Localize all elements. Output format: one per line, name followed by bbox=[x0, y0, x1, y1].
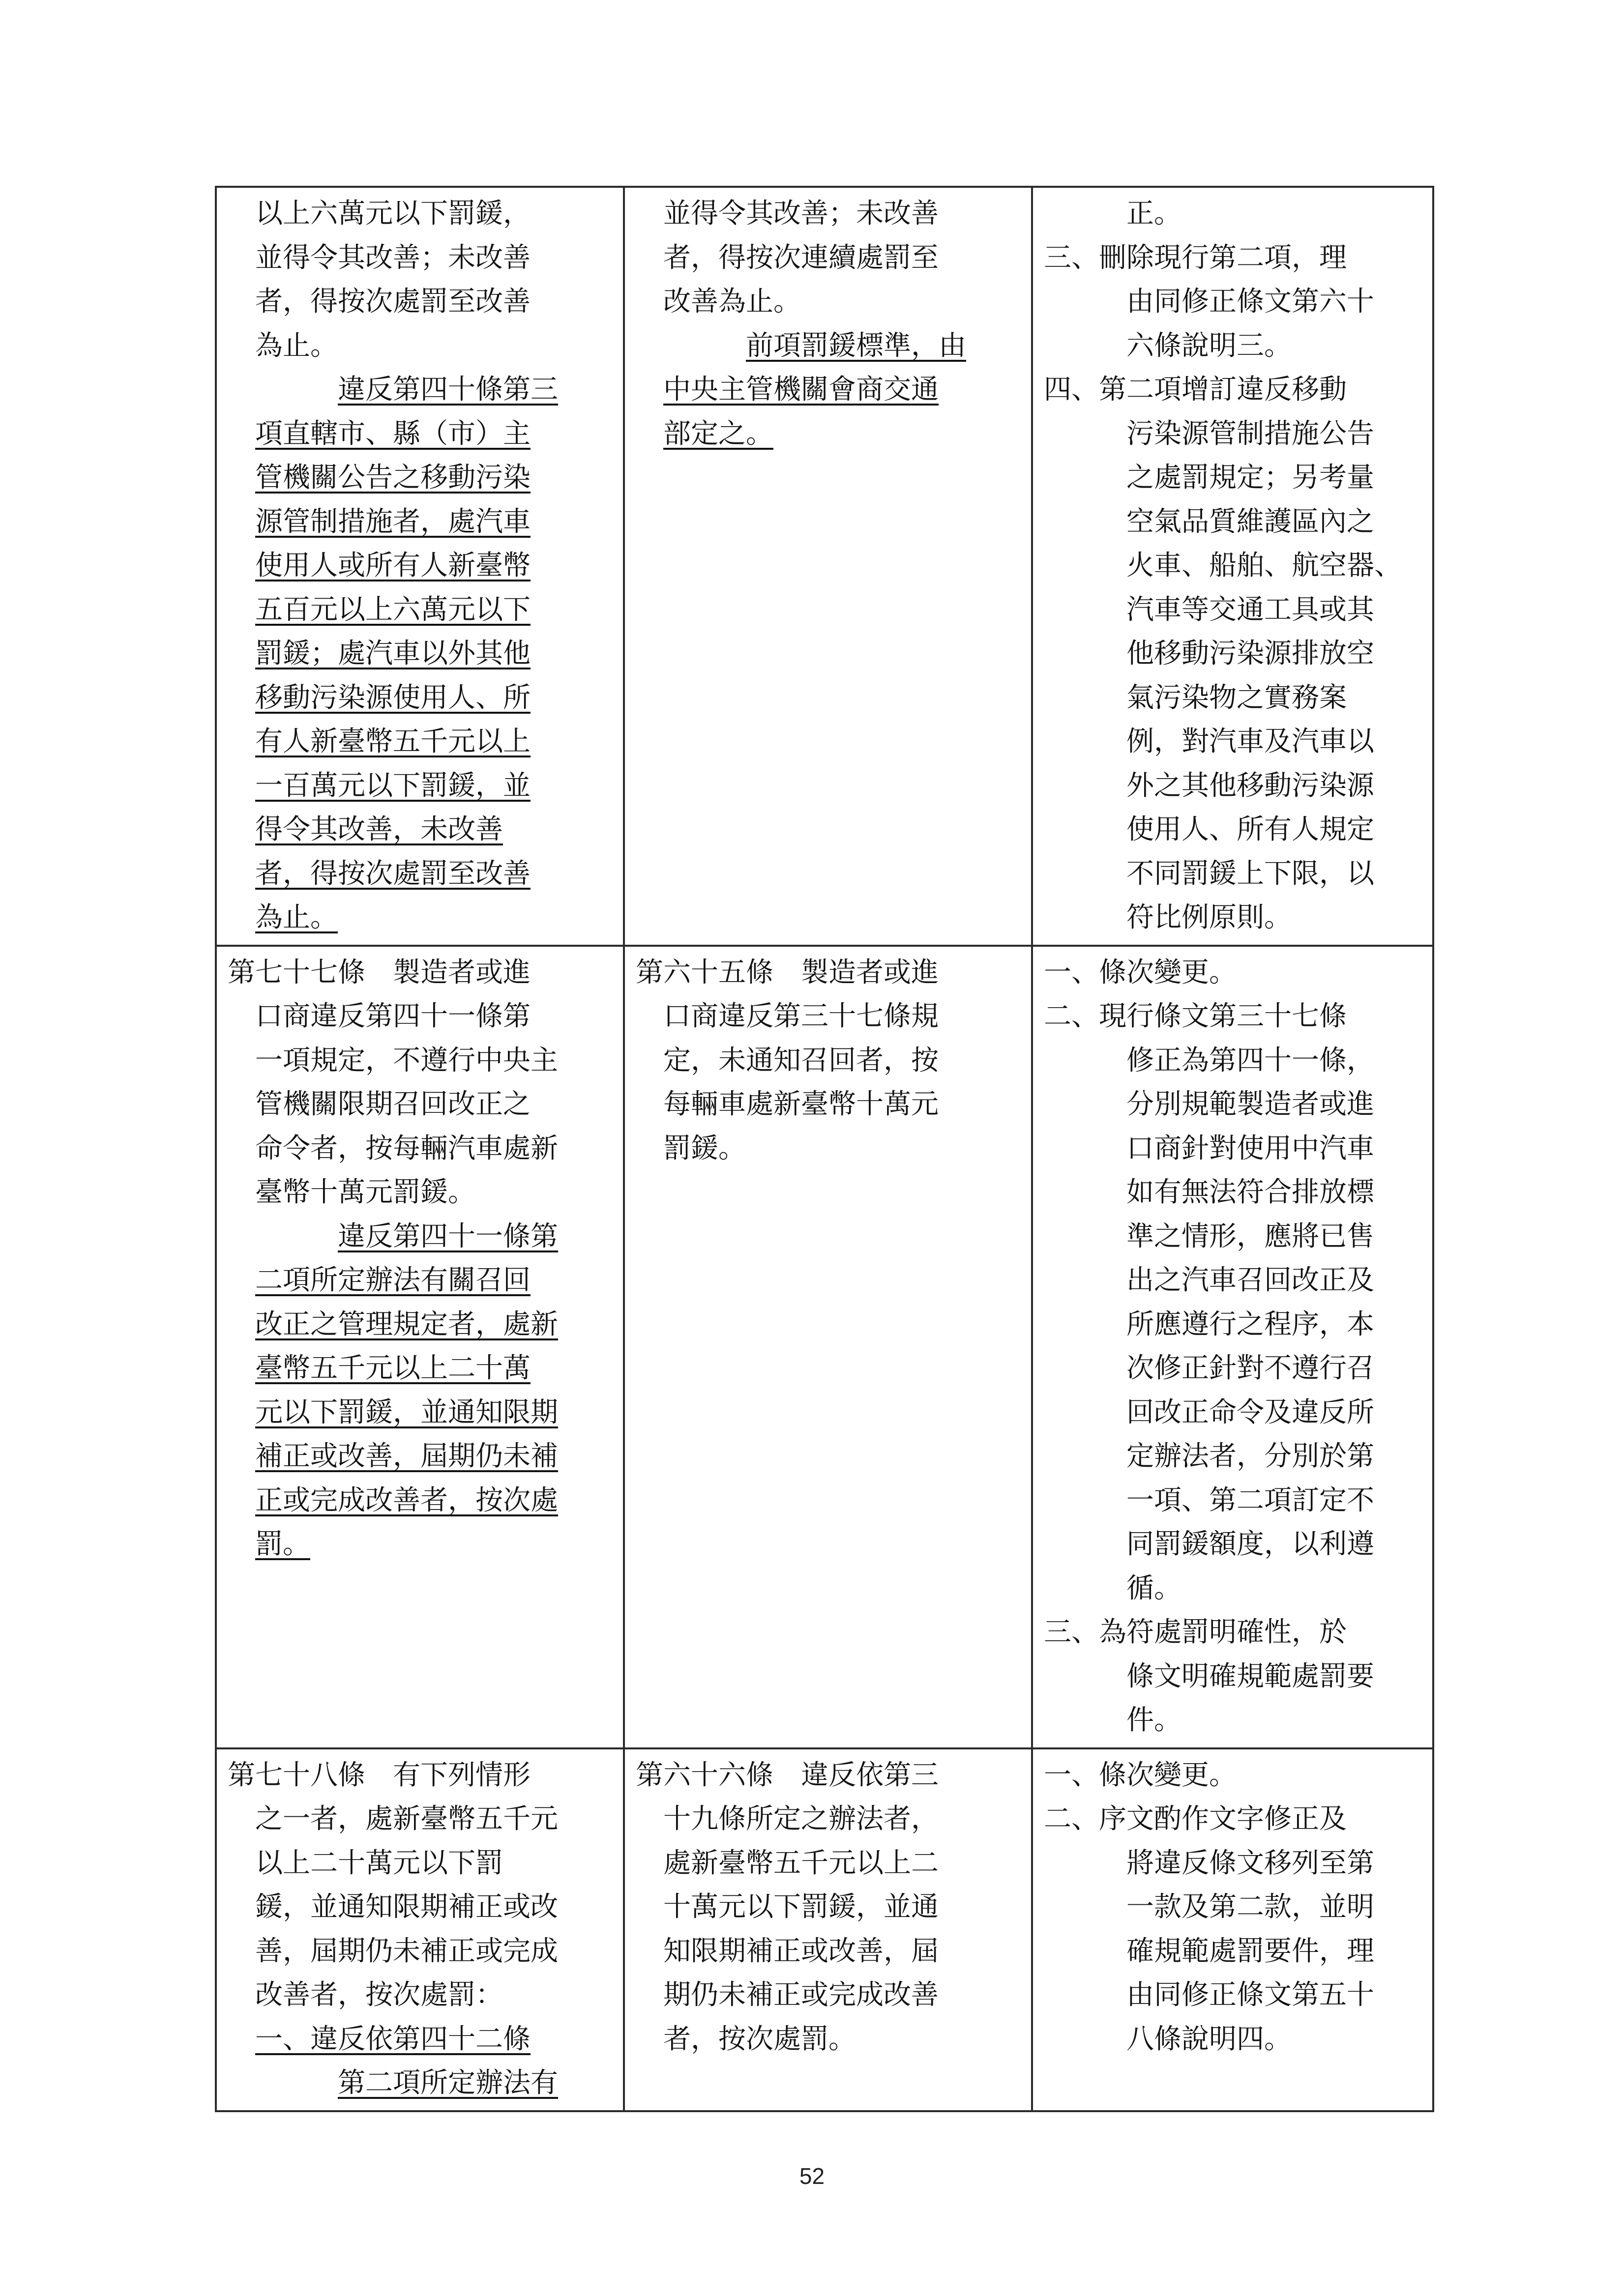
underlined-amendment-text: 管機關公告之移動污染 bbox=[255, 462, 531, 494]
text-line: 一項、第二項訂定不 bbox=[1126, 1484, 1374, 1516]
text-line: 氣污染物之實務案 bbox=[1126, 681, 1347, 714]
text-line: 第六十六條 違反依第三 bbox=[636, 1759, 939, 1791]
text-line bbox=[228, 1434, 612, 1479]
underlined-amendment-text: 臺幣五千元以上二十萬 bbox=[255, 1352, 531, 1384]
text-line bbox=[228, 1346, 612, 1391]
underlined-amendment-text: 者，得按次處罰至改善 bbox=[255, 857, 531, 890]
text-line: 確規範處罰要件，理 bbox=[1126, 1935, 1374, 1967]
underlined-amendment-text: 使用人或所有人新臺幣 bbox=[255, 550, 531, 581]
amended-text-cell bbox=[216, 187, 624, 946]
text-line bbox=[228, 456, 612, 500]
text-line: 二、序文酌作文字修正及 bbox=[1044, 1803, 1347, 1835]
underlined-amendment-text: 罰鍰；處汽車以外其他 bbox=[255, 638, 531, 669]
text-line: 準之情形，應將已售 bbox=[1126, 1220, 1374, 1252]
text-line: 罰鍰。 bbox=[663, 1132, 746, 1164]
text-line: 並得令其改善；未改善 bbox=[663, 198, 939, 230]
text-line bbox=[228, 1215, 612, 1259]
text-line: 他移動污染源排放空 bbox=[1126, 638, 1374, 669]
text-line: 定辦法者，分別於第 bbox=[1126, 1440, 1374, 1472]
text-line: 件。 bbox=[1126, 1704, 1181, 1736]
text-line: 循。 bbox=[1126, 1572, 1181, 1604]
underlined-amendment-text: 項直轄市、縣（市）主 bbox=[255, 417, 531, 450]
text-line: 出之汽車召回改正及 bbox=[1126, 1264, 1374, 1296]
text-line: 定，未通知召回者，按 bbox=[663, 1044, 939, 1076]
text-line bbox=[228, 632, 612, 676]
underlined-amendment-text: 違反第四十條第三 bbox=[338, 374, 558, 406]
text-line: 次修正針對不遵行召 bbox=[1126, 1352, 1374, 1384]
text-line: 不同罰鍰上下限，以 bbox=[1126, 857, 1374, 890]
text-line: 鍰，並通知限期補正或改 bbox=[255, 1891, 558, 1923]
underlined-amendment-text: 前項罰鍰標準，由 bbox=[746, 329, 966, 362]
text-line bbox=[228, 1258, 612, 1303]
row-article-78 bbox=[216, 1748, 1433, 2111]
text-line: 以上二十萬元以下罰 bbox=[255, 1847, 503, 1879]
comparison-table bbox=[215, 186, 1434, 2112]
underlined-amendment-text: 正或完成改善者，按次處 bbox=[255, 1484, 558, 1516]
text-line: 並得令其改善；未改善 bbox=[255, 241, 531, 274]
text-line: 第七十七條 製造者或進 bbox=[228, 956, 531, 988]
text-line: 第六十五條 製造者或進 bbox=[636, 956, 939, 988]
text-line: 命令者，按每輛汽車處新 bbox=[255, 1132, 558, 1164]
text-line bbox=[228, 500, 612, 544]
text-line: 火車、船舶、航空器、 bbox=[1126, 550, 1402, 581]
text-line: 者，得按次連續處罰至 bbox=[663, 241, 939, 274]
text-line: 修正為第四十一條， bbox=[1126, 1044, 1374, 1076]
text-line: 由同修正條文第六十 bbox=[1126, 286, 1374, 318]
text-line: 八條說明四。 bbox=[1126, 2023, 1292, 2055]
text-line: 期仍未補正或完成改善 bbox=[663, 1979, 939, 2011]
explanation-cell bbox=[1032, 1748, 1433, 2111]
text-line bbox=[228, 1303, 612, 1347]
text-line bbox=[636, 368, 1020, 412]
page-number: 52 bbox=[799, 2163, 825, 2189]
text-line: 善，屆期仍未補正或完成 bbox=[255, 1935, 558, 1967]
amended-text-cell bbox=[216, 1748, 624, 2111]
text-line: 二、現行條文第三十七條 bbox=[1044, 1000, 1347, 1032]
text-line: 者，按次處罰。 bbox=[663, 2023, 856, 2055]
row-continuation bbox=[216, 187, 1433, 946]
text-line: 汽車等交通工具或其 bbox=[1126, 593, 1374, 626]
text-line bbox=[228, 808, 612, 852]
text-line: 正。 bbox=[1126, 198, 1181, 230]
text-line: 同罰鍰額度，以利遵 bbox=[1126, 1528, 1374, 1560]
underlined-amendment-text: 部定之。 bbox=[663, 417, 773, 450]
text-line: 由同修正條文第五十 bbox=[1126, 1979, 1374, 2011]
text-line bbox=[228, 720, 612, 764]
text-line: 六條說明三。 bbox=[1126, 329, 1292, 362]
text-line: 使用人、所有人規定 bbox=[1126, 814, 1374, 845]
explanation-cell bbox=[1032, 946, 1433, 1748]
text-line: 一款及第二款，並明 bbox=[1126, 1891, 1374, 1923]
text-line bbox=[228, 676, 612, 720]
text-line bbox=[228, 588, 612, 632]
underlined-amendment-text: 為止。 bbox=[255, 901, 338, 933]
text-line bbox=[636, 412, 1020, 456]
text-line: 口商針對使用中汽車 bbox=[1126, 1132, 1374, 1164]
text-line: 一項規定，不遵行中央主 bbox=[255, 1044, 558, 1076]
text-line bbox=[228, 2017, 612, 2062]
text-line: 臺幣十萬元罰鍰。 bbox=[255, 1176, 475, 1208]
underlined-amendment-text: 二項所定辦法有關召回 bbox=[255, 1264, 531, 1296]
text-line: 口商違反第三十七條規 bbox=[663, 1000, 939, 1032]
text-line bbox=[228, 764, 612, 808]
text-line: 之一者，處新臺幣五千元 bbox=[255, 1803, 558, 1835]
text-line bbox=[228, 2061, 612, 2105]
text-line: 口商違反第四十一條第 bbox=[255, 1000, 531, 1032]
text-line: 如有無法符合排放標 bbox=[1126, 1176, 1374, 1208]
text-line: 以上六萬元以下罰鍰， bbox=[255, 198, 531, 230]
text-line: 一、條次變更。 bbox=[1044, 1759, 1237, 1791]
underlined-amendment-text: 第二項所定辦法有 bbox=[338, 2067, 558, 2099]
text-line: 為止。 bbox=[255, 329, 338, 362]
text-line bbox=[636, 324, 1020, 368]
underlined-amendment-text: 罰。 bbox=[255, 1528, 310, 1560]
text-line: 符比例原則。 bbox=[1126, 901, 1292, 933]
text-line: 外之其他移動污染源 bbox=[1126, 769, 1374, 802]
text-line: 者，得按次處罰至改善 bbox=[255, 286, 531, 318]
text-line: 之處罰規定；另考量 bbox=[1126, 462, 1374, 494]
current-text-cell bbox=[624, 946, 1032, 1748]
text-line bbox=[228, 544, 612, 588]
text-line: 所應遵行之程序，本 bbox=[1126, 1308, 1374, 1340]
text-line: 條文明確規範處罰要 bbox=[1126, 1660, 1374, 1692]
underlined-amendment-text: 移動污染源使用人、所 bbox=[255, 681, 531, 714]
text-line bbox=[228, 1522, 612, 1567]
explanation-cell bbox=[1032, 187, 1433, 946]
underlined-amendment-text: 元以下罰鍰，並通知限期 bbox=[255, 1396, 558, 1428]
text-line: 第七十八條 有下列情形 bbox=[228, 1759, 531, 1791]
text-line: 十萬元以下罰鍰，並通 bbox=[663, 1891, 939, 1923]
text-line: 十九條所定之辦法者， bbox=[663, 1803, 939, 1835]
text-line bbox=[228, 852, 612, 896]
text-line: 三、為符處罰明確性，於 bbox=[1044, 1616, 1347, 1648]
text-line: 改善者，按次處罰： bbox=[255, 1979, 503, 2011]
text-line bbox=[228, 1391, 612, 1435]
text-line bbox=[228, 412, 612, 456]
text-line: 每輛車處新臺幣十萬元 bbox=[663, 1088, 939, 1120]
underlined-amendment-text: 源管制措施者，處汽車 bbox=[255, 505, 531, 538]
current-text-cell bbox=[624, 187, 1032, 946]
underlined-amendment-text: 中央主管機關會商交通 bbox=[663, 374, 939, 406]
text-line bbox=[228, 896, 612, 940]
text-line: 管機關限期召回改正之 bbox=[255, 1088, 531, 1120]
underlined-amendment-text: 一、違反依第四十二條 bbox=[255, 2023, 531, 2055]
text-line: 空氣品質維護區內之 bbox=[1126, 505, 1374, 538]
text-line: 污染源管制措施公告 bbox=[1126, 417, 1374, 450]
underlined-amendment-text: 補正或改善，屆期仍未補 bbox=[255, 1440, 558, 1472]
underlined-amendment-text: 五百元以上六萬元以下 bbox=[255, 593, 531, 626]
text-line: 四、第二項增訂違反移動 bbox=[1044, 374, 1347, 406]
text-line: 知限期補正或改善，屆 bbox=[663, 1935, 939, 1967]
text-line: 改善為止。 bbox=[663, 286, 801, 318]
underlined-amendment-text: 違反第四十一條第 bbox=[338, 1220, 558, 1252]
current-text-cell bbox=[624, 1748, 1032, 2111]
text-line: 一、條次變更。 bbox=[1044, 956, 1237, 988]
text-line: 例，對汽車及汽車以 bbox=[1126, 726, 1374, 757]
comparison-table-body bbox=[216, 187, 1433, 2111]
underlined-amendment-text: 改正之管理規定者，處新 bbox=[255, 1308, 558, 1340]
row-article-77 bbox=[216, 946, 1433, 1748]
underlined-amendment-text: 一百萬元以下罰鍰，並 bbox=[255, 769, 531, 802]
underlined-amendment-text: 得令其改善，未改善 bbox=[255, 814, 503, 845]
text-line: 三、刪除現行第二項，理 bbox=[1044, 241, 1347, 274]
text-line bbox=[228, 368, 612, 412]
text-line: 回改正命令及違反所 bbox=[1126, 1396, 1374, 1428]
text-line bbox=[228, 1479, 612, 1523]
underlined-amendment-text: 有人新臺幣五千元以上 bbox=[255, 726, 531, 757]
amended-text-cell bbox=[216, 946, 624, 1748]
text-line: 分別規範製造者或進 bbox=[1126, 1088, 1374, 1120]
text-line: 將違反條文移列至第 bbox=[1126, 1847, 1374, 1879]
text-line: 處新臺幣五千元以上二 bbox=[663, 1847, 939, 1879]
